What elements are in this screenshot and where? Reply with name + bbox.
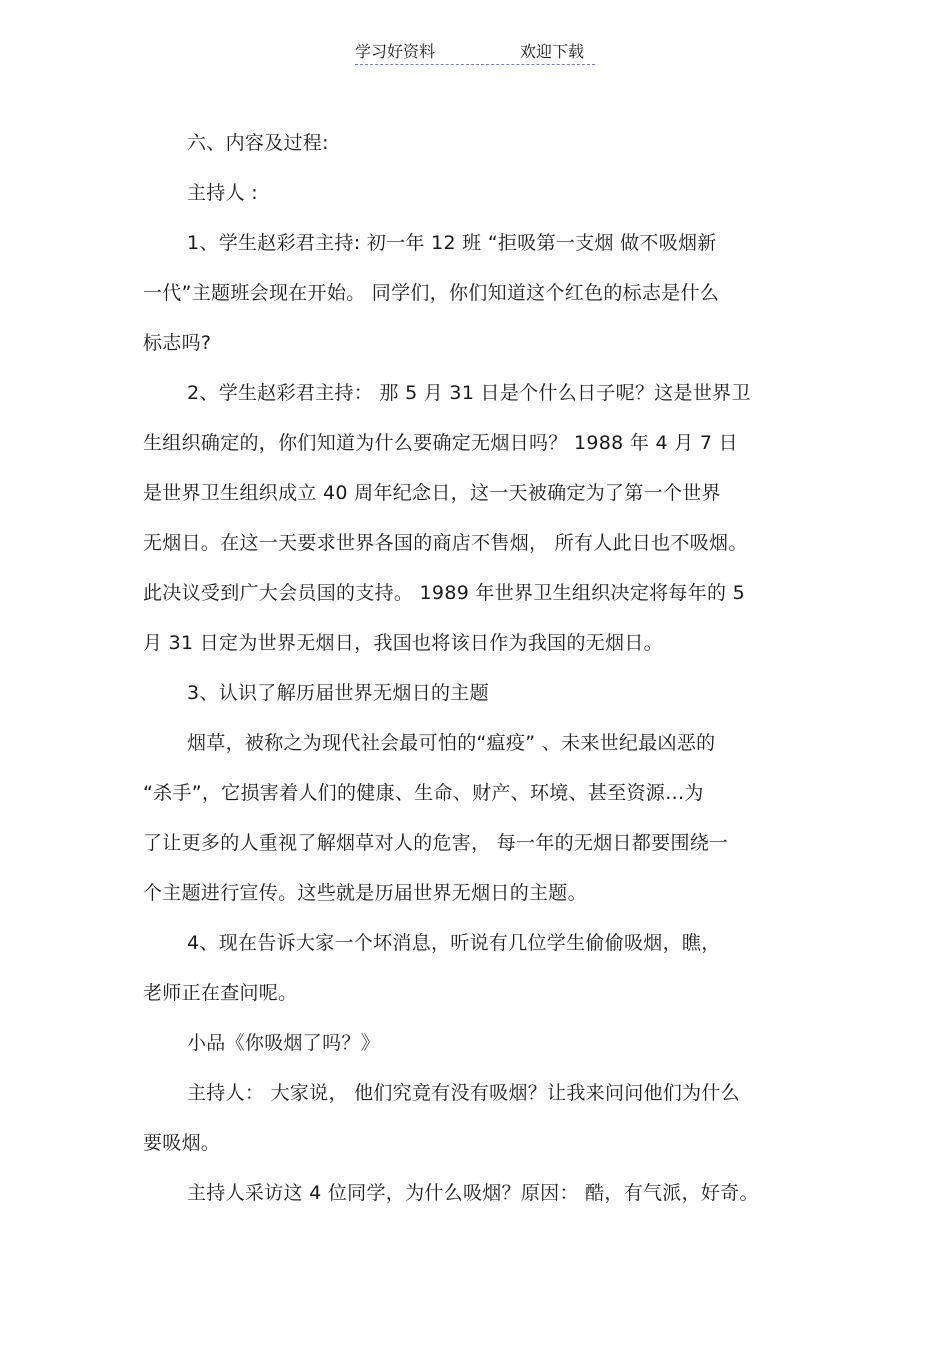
paragraph-line: 主持人采访这 4 位同学，为什么吸烟？原因： 酷，有气派，好奇。 (187, 1182, 759, 1204)
paragraph-line: 生组织确定的，你们知道为什么要确定无烟日吗？ 1988 年 4 月 7 日 (143, 432, 738, 454)
paragraph-line: 烟草，被称之为现代社会最可怕的“瘟疫” 、未来世纪最凶恶的 (187, 732, 716, 754)
paragraph-line: 小品《你吸烟了吗？》 (187, 1032, 381, 1054)
paragraph-line: 无烟日。在这一天要求世界各国的商店不售烟， 所有人此日也不吸烟。 (143, 532, 748, 554)
paragraph-line: 主持人： 大家说， 他们究竟有没有吸烟？让我来问问他们为什么 (187, 1082, 741, 1104)
paragraph-line: 一代”主题班会现在开始。 同学们，你们知道这个红色的标志是什么 (143, 282, 720, 304)
paragraph-line: “杀手”，它损害着人们的健康、生命、财产、环境、甚至资源…为 (143, 782, 704, 804)
paragraph-line: 个主题进行宣传。这些就是历届世界无烟日的主题。 (143, 882, 587, 904)
header-left-text: 学习好资料 (355, 42, 436, 61)
page-header (355, 40, 595, 65)
paragraph-line: 3、认识了解历届世界无烟日的主题 (187, 682, 489, 704)
paragraph-line: 2、学生赵彩君主持： 那 5 月 31 日是个什么日子呢？这是世界卫 (187, 382, 751, 404)
paragraph-line: 标志吗? (143, 332, 212, 354)
section-heading: 六、内容及过程: (187, 132, 329, 154)
paragraph-line: 主持人 : (187, 182, 258, 204)
paragraph-line: 了让更多的人重视了解烟草对人的危害， 每一年的无烟日都要围绕一 (143, 832, 729, 854)
paragraph-line: 月 31 日定为世界无烟日，我国也将该日作为我国的无烟日。 (143, 632, 663, 654)
paragraph-line: 老师正在查问呢。 (143, 982, 298, 1004)
paragraph-line: 是世界卫生组织成立 40 周年纪念日，这一天被确定为了第一个世界 (143, 482, 721, 504)
paragraph-line: 1、学生赵彩君主持: 初一年 12 班 “拒吸第一支烟 做不吸烟新 (187, 232, 717, 254)
paragraph-line: 此决议受到广大会员国的支持。 1989 年世界卫生组织决定将每年的 5 (143, 582, 746, 604)
header-right-text: 欢迎下载 (520, 42, 585, 61)
paragraph-line: 要吸烟。 (143, 1132, 221, 1154)
paragraph-line: 4、现在告诉大家一个坏消息，听说有几位学生偷偷吸烟，瞧， (187, 932, 721, 954)
